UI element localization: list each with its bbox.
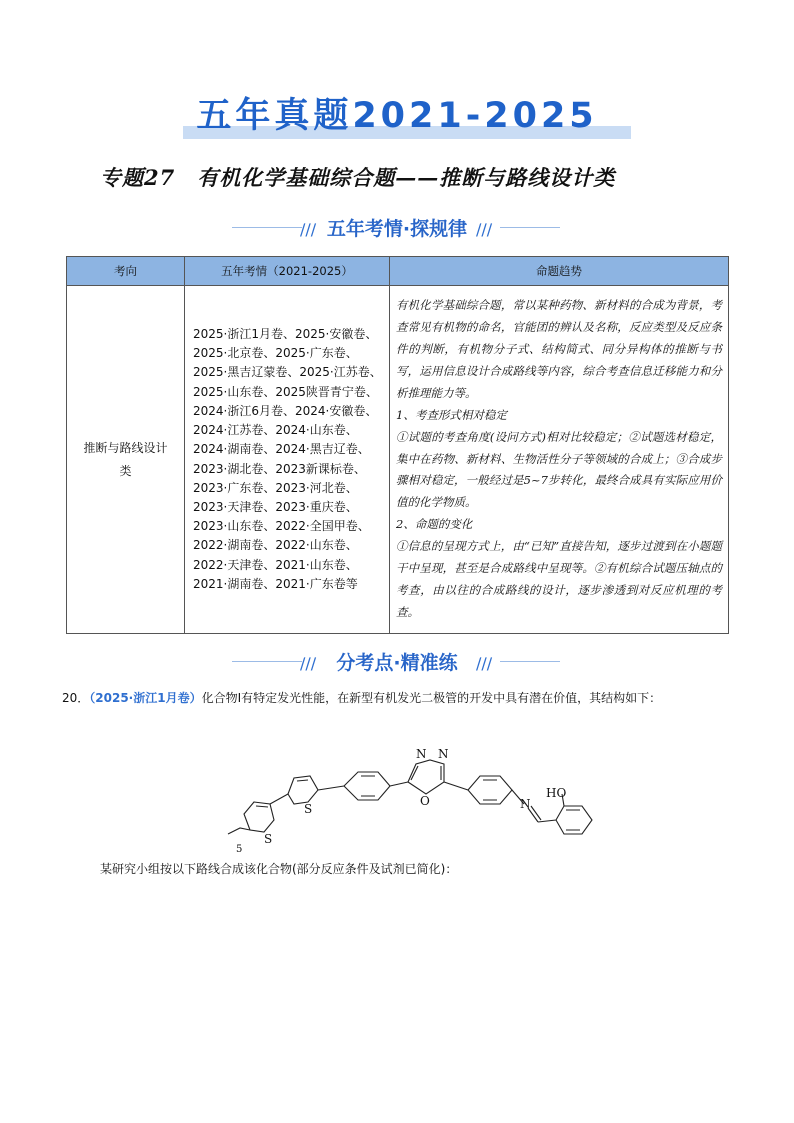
exam-line: 2023·山东卷、2022·全国甲卷、	[193, 519, 370, 534]
table-row	[67, 286, 729, 634]
left-wave-icon: ∕∕∕	[300, 220, 317, 239]
exam-line: 2022·湖南卷、2022·山东卷、	[193, 538, 358, 553]
exam-line: 2024·湖南卷、2024·黑吉辽卷、	[193, 442, 370, 457]
exam-line: 2024·江苏卷、2024·山东卷、	[193, 423, 358, 438]
atom-label: HO	[546, 786, 567, 800]
col-header-trend: 命题趋势	[390, 257, 729, 286]
section-header-practice	[0, 646, 794, 676]
title-banner	[0, 92, 794, 144]
question-text: 化合物I有特定发光性能，在新型有机发光二极管的开发中具有潜在价值，其结构如下：	[201, 691, 662, 705]
col-header-topic: 考向	[67, 257, 185, 286]
right-wave-icon: ∕∕∕	[476, 220, 493, 239]
trend-paragraph: 1、考查形式相对稳定	[396, 407, 507, 422]
main-title: 五年真题2021-2025	[196, 96, 598, 136]
atom-label: N	[438, 747, 449, 761]
topic-line: 类	[119, 463, 132, 478]
exam-line: 2023·天津卷、2023·重庆卷、	[193, 499, 358, 514]
topic-cell	[67, 286, 185, 634]
col-header-exams: 五年考情（2021-2025）	[185, 257, 390, 286]
compound-i-structure	[212, 742, 602, 860]
synthesis-intro: 某研究小组按以下路线合成该化合物(部分反应条件及试剂已简化)：	[100, 862, 458, 876]
exam-line: 2023·湖北卷、2023新课标卷、	[193, 461, 366, 476]
exam-line: 2023·广东卷、2023·河北卷、	[193, 480, 358, 495]
atom-label: N	[416, 747, 427, 761]
exam-line: 2025·黑吉辽蒙卷、2025·江苏卷、	[193, 365, 382, 380]
atom-label: N	[520, 797, 531, 811]
exam-line: 2025·北京卷、2025·广东卷、	[193, 346, 358, 361]
exams-cell	[185, 286, 390, 634]
trend-cell	[390, 286, 729, 634]
topic-line: 推断与路线设计	[83, 440, 168, 455]
header-right-rule	[500, 661, 560, 662]
section-title: 五年考情·探规律	[326, 218, 468, 240]
header-right-rule	[500, 227, 560, 228]
right-wave-icon: ∕∕∕	[476, 654, 493, 673]
table-header-row	[67, 257, 729, 286]
atom-label: O	[420, 794, 430, 808]
trend-paragraph: 2、命题的变化	[396, 517, 473, 532]
trend-paragraph: ①试题的考查角度(设问方式)相对比较稳定；②试题选材稳定，集中在药物、新材料、生物活性分子等领域的合成上；③合成步骤相对稳定，一般经过是5~7步转化，最终合成具有实际应用价值的化学物质。	[396, 429, 722, 510]
atom-label: S	[304, 802, 313, 816]
exam-line: 2025·浙江1月卷、2025·安徽卷、	[193, 327, 378, 342]
topic-subtitle: 专题27 有机化学基础综合题——推断与路线设计类	[100, 165, 616, 190]
exam-line: 2022·天津卷、2021·山东卷、	[193, 557, 358, 572]
exam-line: 2021·湖南卷、2021·广东卷等	[193, 576, 358, 591]
atom-label: S	[264, 832, 273, 846]
left-wave-icon: ∕∕∕	[300, 654, 317, 673]
chain-subscript: 5	[236, 844, 243, 855]
question-number: 20．	[62, 691, 90, 705]
question-20	[62, 686, 732, 710]
section-title: 分考点·精准练	[336, 652, 458, 674]
section-header-trends	[0, 212, 794, 242]
trend-paragraph: 有机化学基础综合题，常以某种药物、新材料的合成为背景，考查常见有机物的命名，官能团的辨认及名称，反应类型及反应条件的判断，有机物分子式、结构简式、同分异构体的推断与书写，运用信息设计合成路线等内容，综合考查信息迁移能力和分析推理能力等。	[396, 298, 722, 400]
question-source: （2025·浙江1月卷）	[89, 691, 202, 705]
trend-paragraph: ①信息的呈现方式上，由“已知”直接告知，逐步过渡到在小题题干中呈现，甚至是合成路线中呈现等。②有机综合试题压轴点的考查，由以往的合成路线的设计，逐步渗透到对反应机理的考查。	[396, 539, 722, 619]
exam-line: 2024·浙江6月卷、2024·安徽卷、	[193, 403, 378, 418]
exam-analysis-table	[66, 256, 729, 634]
exam-line: 2025·山东卷、2025陕晋青宁卷、	[193, 384, 378, 399]
